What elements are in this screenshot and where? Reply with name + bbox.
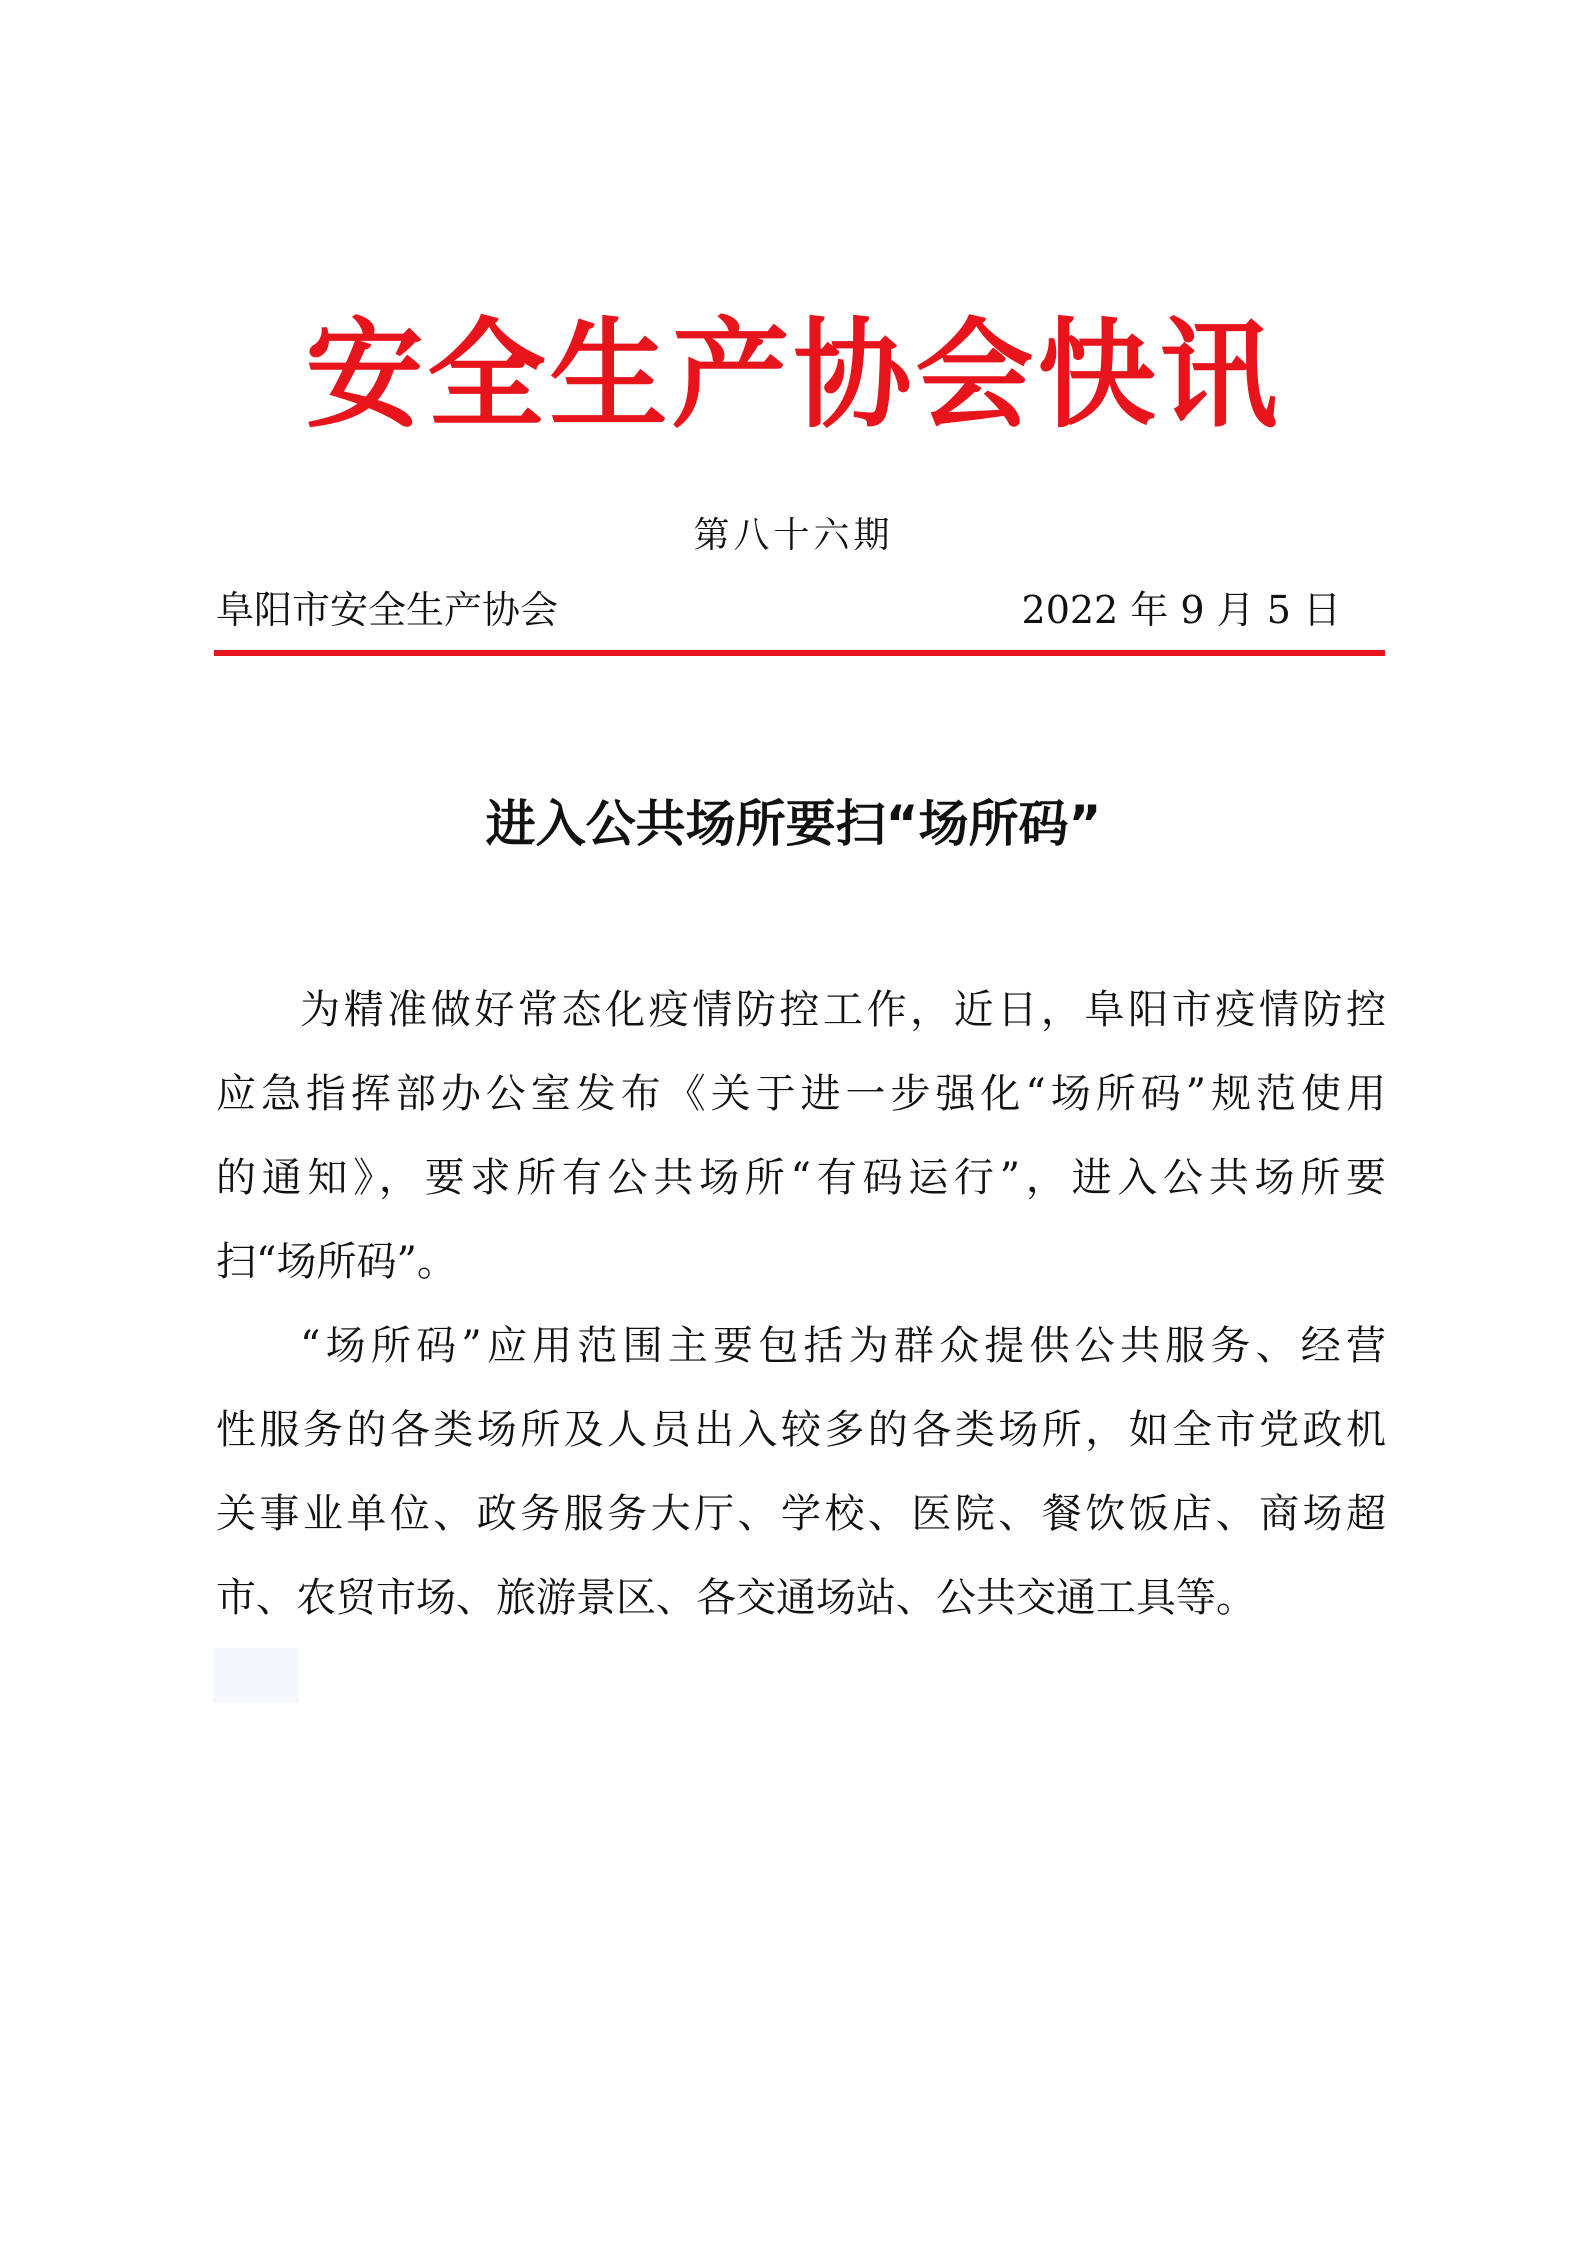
paragraph-2-line-4: 市、农贸市场、旅游景区、各交通场站、公共交通工具等。 (216, 1575, 1256, 1621)
paragraph-2-line-2: 性服务的各类场所及人员出入较多的各类场所，如全市党政机 (216, 1407, 1386, 1453)
paragraph-2-line-1: “场所码”应用范围主要包括为群众提供公共服务、经营 (300, 1323, 1386, 1369)
paragraph-1-line-1: 为精准做好常态化疫情防控工作，近日，阜阳市疫情防控 (300, 987, 1386, 1033)
masthead-title: 安全生产协会快讯 (305, 306, 1282, 444)
issue-number: 第八十六期 (693, 515, 894, 556)
publisher-name: 阜阳市安全生产协会 (216, 588, 559, 632)
article-title: 进入公共场所要扫“场所码” (485, 795, 1102, 853)
publish-date: 2022 年 9 月 5 日 (1021, 588, 1341, 632)
paragraph-1-line-2: 应急指挥部办公室发布《关于进一步强化“场所码”规范使用 (216, 1071, 1386, 1117)
scan-artifact (213, 1648, 299, 1702)
paragraph-1-line-4: 扫“场所码”。 (216, 1239, 457, 1285)
paragraph-2-line-3: 关事业单位、政务服务大厅、学校、医院、餐饮饭店、商场超 (216, 1491, 1386, 1537)
article-body (216, 968, 1386, 1640)
header-divider (214, 650, 1385, 656)
paragraph-1-line-3: 的通知》，要求所有公共场所“有码运行”，进入公共场所要 (216, 1155, 1386, 1201)
